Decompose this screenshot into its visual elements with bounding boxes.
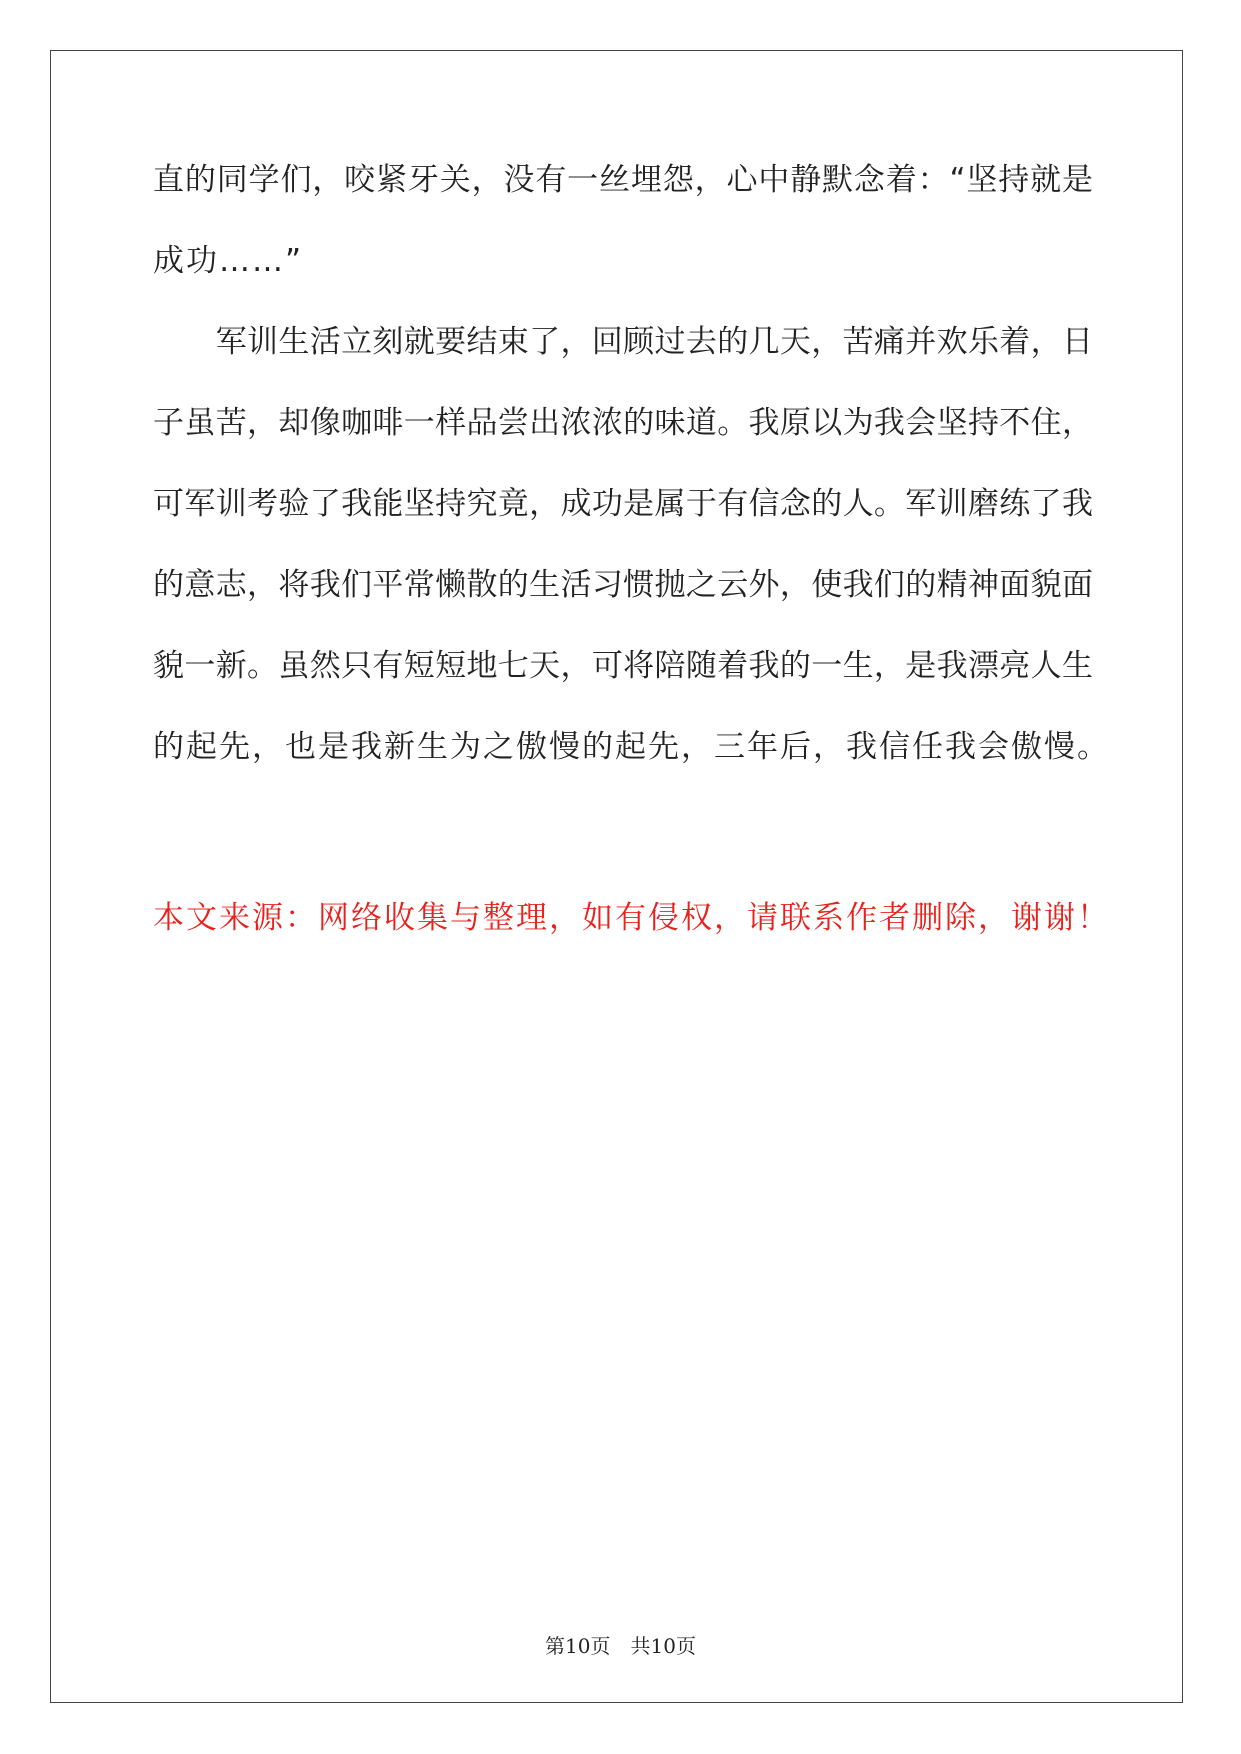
paragraph-line: 成功……” bbox=[153, 243, 304, 279]
paragraph-line: 貌一新。虽然只有短短地七天，可将陪随着我的一生，是我漂亮人生 bbox=[153, 648, 1093, 684]
paragraph-line: 军训生活立刻就要结束了，回顾过去的几天，苦痛并欢乐着，日 bbox=[153, 324, 1093, 360]
paragraph-line: 子虽苦，却像咖啡一样品尝出浓浓的味道。我原以为我会坚持不住， bbox=[153, 405, 1093, 441]
source-note: 本文来源：网络收集与整理，如有侵权，请联系作者删除，谢谢！ bbox=[153, 900, 1110, 936]
page-footer: 第10页 共10页 bbox=[545, 1634, 696, 1658]
document-body bbox=[153, 160, 1110, 808]
paragraph-line: 直的同学们，咬紧牙关，没有一丝埋怨，心中静默念着：“坚持就是 bbox=[153, 162, 1093, 198]
paragraph-line: 的起先，也是我新生为之傲慢的起先，三年后，我信任我会傲慢。 bbox=[153, 729, 1110, 765]
paragraph-line: 可军训考验了我能坚持究竟，成功是属于有信念的人。军训磨练了我 bbox=[153, 486, 1093, 522]
paragraph-line: 的意志，将我们平常懒散的生活习惯抛之云外，使我们的精神面貌面 bbox=[153, 567, 1093, 603]
